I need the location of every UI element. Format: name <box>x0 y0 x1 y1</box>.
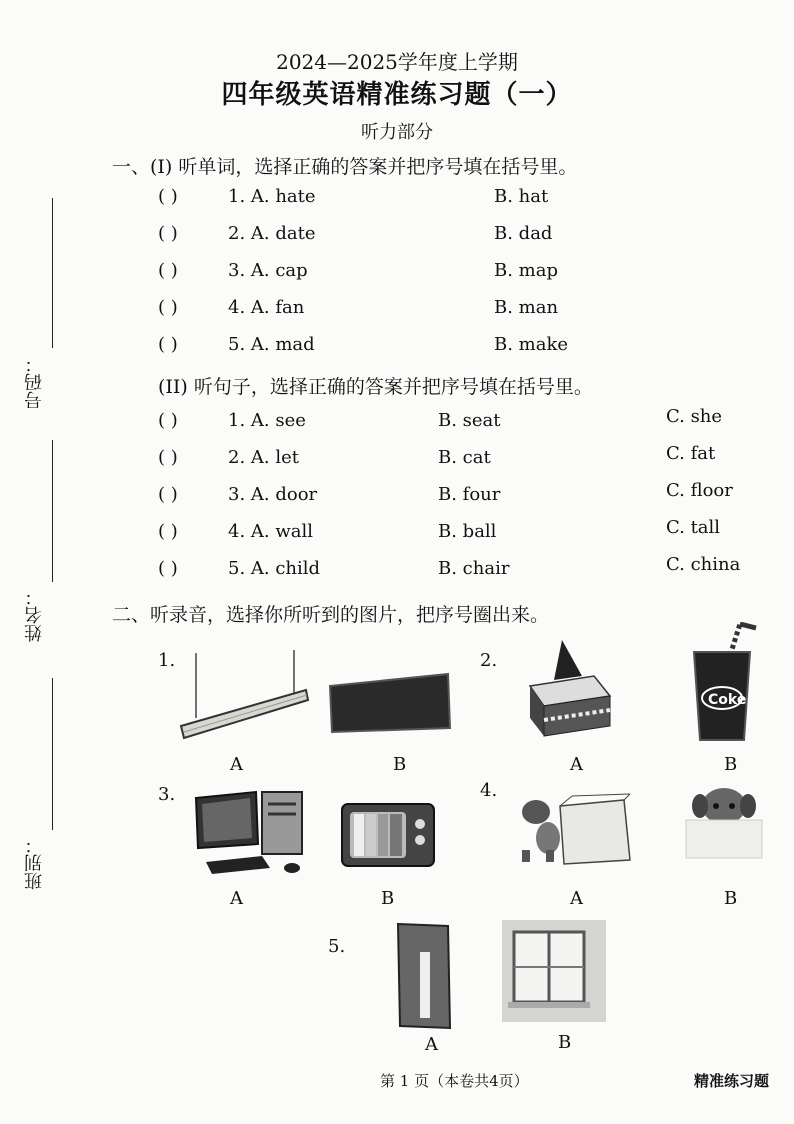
option-c: C. china <box>666 554 741 575</box>
blackboard-picture[interactable] <box>328 672 453 734</box>
option-c: C. floor <box>666 480 733 501</box>
list-item <box>158 443 758 471</box>
option-a: 1. A. hate <box>228 186 316 207</box>
option-a: 3. A. cap <box>228 260 308 281</box>
option-b: B. seat <box>438 410 501 431</box>
option-a: 4. A. wall <box>228 521 313 542</box>
option-a-label: A <box>230 888 243 909</box>
name-label: 姓名： <box>24 588 45 642</box>
list-item <box>158 297 758 321</box>
dog-behind-box-picture[interactable] <box>684 780 764 860</box>
answer-paren[interactable]: ( ) <box>158 297 178 318</box>
list-item <box>158 406 758 434</box>
television-picture[interactable] <box>340 800 436 872</box>
option-a: 3. A. door <box>228 484 318 505</box>
door-picture[interactable] <box>394 922 454 1030</box>
question-number: 2. <box>480 650 498 671</box>
question-number: 3. <box>158 784 176 805</box>
year-line: 2024—2025学年度上学期 <box>276 50 518 74</box>
option-a: 5. A. child <box>228 558 321 579</box>
option-a: 2. A. let <box>228 447 299 468</box>
option-c: C. she <box>666 406 723 427</box>
option-b-label: B <box>558 1032 572 1053</box>
option-b: B. ball <box>438 521 497 542</box>
part3-heading: 二、听录音，选择你所听到的图片，把序号圈出来。 <box>112 604 550 626</box>
part2-heading: (II) 听句子，选择正确的答案并把序号填在括号里。 <box>158 376 593 398</box>
answer-paren[interactable]: ( ) <box>158 334 178 355</box>
option-a: 4. A. fan <box>228 297 305 318</box>
cola-picture[interactable] <box>690 622 760 744</box>
option-a-label: A <box>425 1034 438 1055</box>
answer-paren[interactable]: ( ) <box>158 260 178 281</box>
option-a-label: A <box>230 754 243 775</box>
option-c: C. fat <box>666 443 716 464</box>
answer-paren[interactable]: ( ) <box>158 186 178 207</box>
list-item <box>158 517 758 545</box>
option-a: 1. A. see <box>228 410 306 431</box>
list-item <box>158 554 758 582</box>
answer-paren[interactable]: ( ) <box>158 223 178 244</box>
computer-picture[interactable] <box>192 788 310 878</box>
cake-picture[interactable] <box>524 636 616 740</box>
number-label: 号码： <box>24 355 45 409</box>
option-a: 5. A. mad <box>228 334 315 355</box>
option-b-label: B <box>724 888 738 909</box>
option-b: B. make <box>494 334 569 355</box>
section-subtitle: 听力部分 <box>361 122 433 143</box>
option-a-label: A <box>570 754 583 775</box>
option-b: B. four <box>438 484 501 505</box>
option-a-label: A <box>570 888 583 909</box>
question-number: 5. <box>328 936 346 957</box>
option-b: B. chair <box>438 558 510 579</box>
option-b: B. dad <box>494 223 553 244</box>
svg-text:Coke: Coke <box>708 692 747 708</box>
answer-paren[interactable]: ( ) <box>158 410 178 431</box>
answer-paren[interactable]: ( ) <box>158 558 178 579</box>
part1-heading: 一、(I) 听单词，选择正确的答案并把序号填在括号里。 <box>112 156 578 178</box>
brand-label: 精准练习题 <box>694 1072 770 1090</box>
answer-paren[interactable]: ( ) <box>158 521 178 542</box>
list-item <box>158 223 758 247</box>
page-title: 四年级英语精准练习题（一） <box>221 80 573 110</box>
list-item <box>158 260 758 284</box>
option-c: C. tall <box>666 517 721 538</box>
class-label: 班别： <box>24 836 45 890</box>
option-b-label: B <box>724 754 738 775</box>
class-line <box>52 678 53 830</box>
question-number: 1. <box>158 650 176 671</box>
list-item <box>158 186 758 210</box>
question-number: 4. <box>480 780 498 801</box>
option-b-label: B <box>381 888 395 909</box>
option-b: B. hat <box>494 186 549 207</box>
answer-paren[interactable]: ( ) <box>158 484 178 505</box>
page-number: 第 1 页（本卷共4页） <box>380 1072 529 1090</box>
answer-paren[interactable]: ( ) <box>158 447 178 468</box>
option-b: B. man <box>494 297 559 318</box>
option-b: B. cat <box>438 447 491 468</box>
option-a: 2. A. date <box>228 223 316 244</box>
list-item <box>158 334 758 358</box>
name-line <box>52 440 53 582</box>
option-b: B. map <box>494 260 558 281</box>
light-tube-picture[interactable] <box>176 648 311 743</box>
option-b-label: B <box>393 754 407 775</box>
window-picture[interactable] <box>500 918 608 1024</box>
dog-beside-box-picture[interactable] <box>512 790 632 866</box>
number-line <box>52 198 53 348</box>
list-item <box>158 480 758 508</box>
